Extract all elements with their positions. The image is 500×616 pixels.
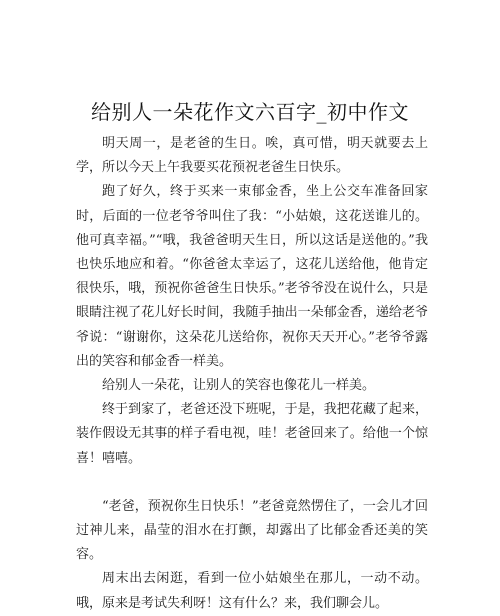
paragraph: “老爸，预祝你生日快乐！”老爸竟然愣住了，一会儿才回过神儿来，晶莹的泪水在打颤，却露出了比郁金香还美的笑容。 — [76, 498, 428, 563]
article-body — [76, 132, 428, 616]
paragraph: 明天周一，是老爸的生日。唉，真可惜，明天就要去上学，所以今天上午我要买花预祝老爸生日快乐。 — [76, 136, 428, 176]
paragraph: 周末出去闲逛，看到一位小姑娘坐在那儿，一动不动。哦，原来是考试失利呀！这有什么？来，我们聊会儿。 — [76, 571, 428, 611]
paragraph: 终于到家了，老爸还没下班呢，于是，我把花藏了起来，装作假设无其事的样子看电视，哇！老爸回来了。给他一个惊喜！嘻嘻。 — [76, 402, 428, 466]
document-title: 给别人一朵花作文六百字_初中作文 — [91, 100, 409, 124]
paragraph: 跑了好久，终于买来一束郁金香，坐上公交车准备回家时，后面的一位老爷爷叫住了我：“小姑娘，这花送谁儿的。他可真幸福。”“哦，我爸爸明天生日，所以这话是送他的。”我也快乐地应和着。“你爸爸太幸运了，这花儿送给他，他肯定很快乐，哦，预祝你爸爸生日快乐。”老爷爷没在说什么，只是眼睛注视了花儿好长时间，我随手抽出一朵郁金香，递给老爷爷说：“谢谢你，这朵花儿送给你，祝你天天开心。”老爷爷露出的笑容和郁金香一样美。 — [76, 184, 428, 369]
paragraph: 给别人一朵花，让别人的笑容也像花儿一样美。 — [102, 378, 376, 394]
